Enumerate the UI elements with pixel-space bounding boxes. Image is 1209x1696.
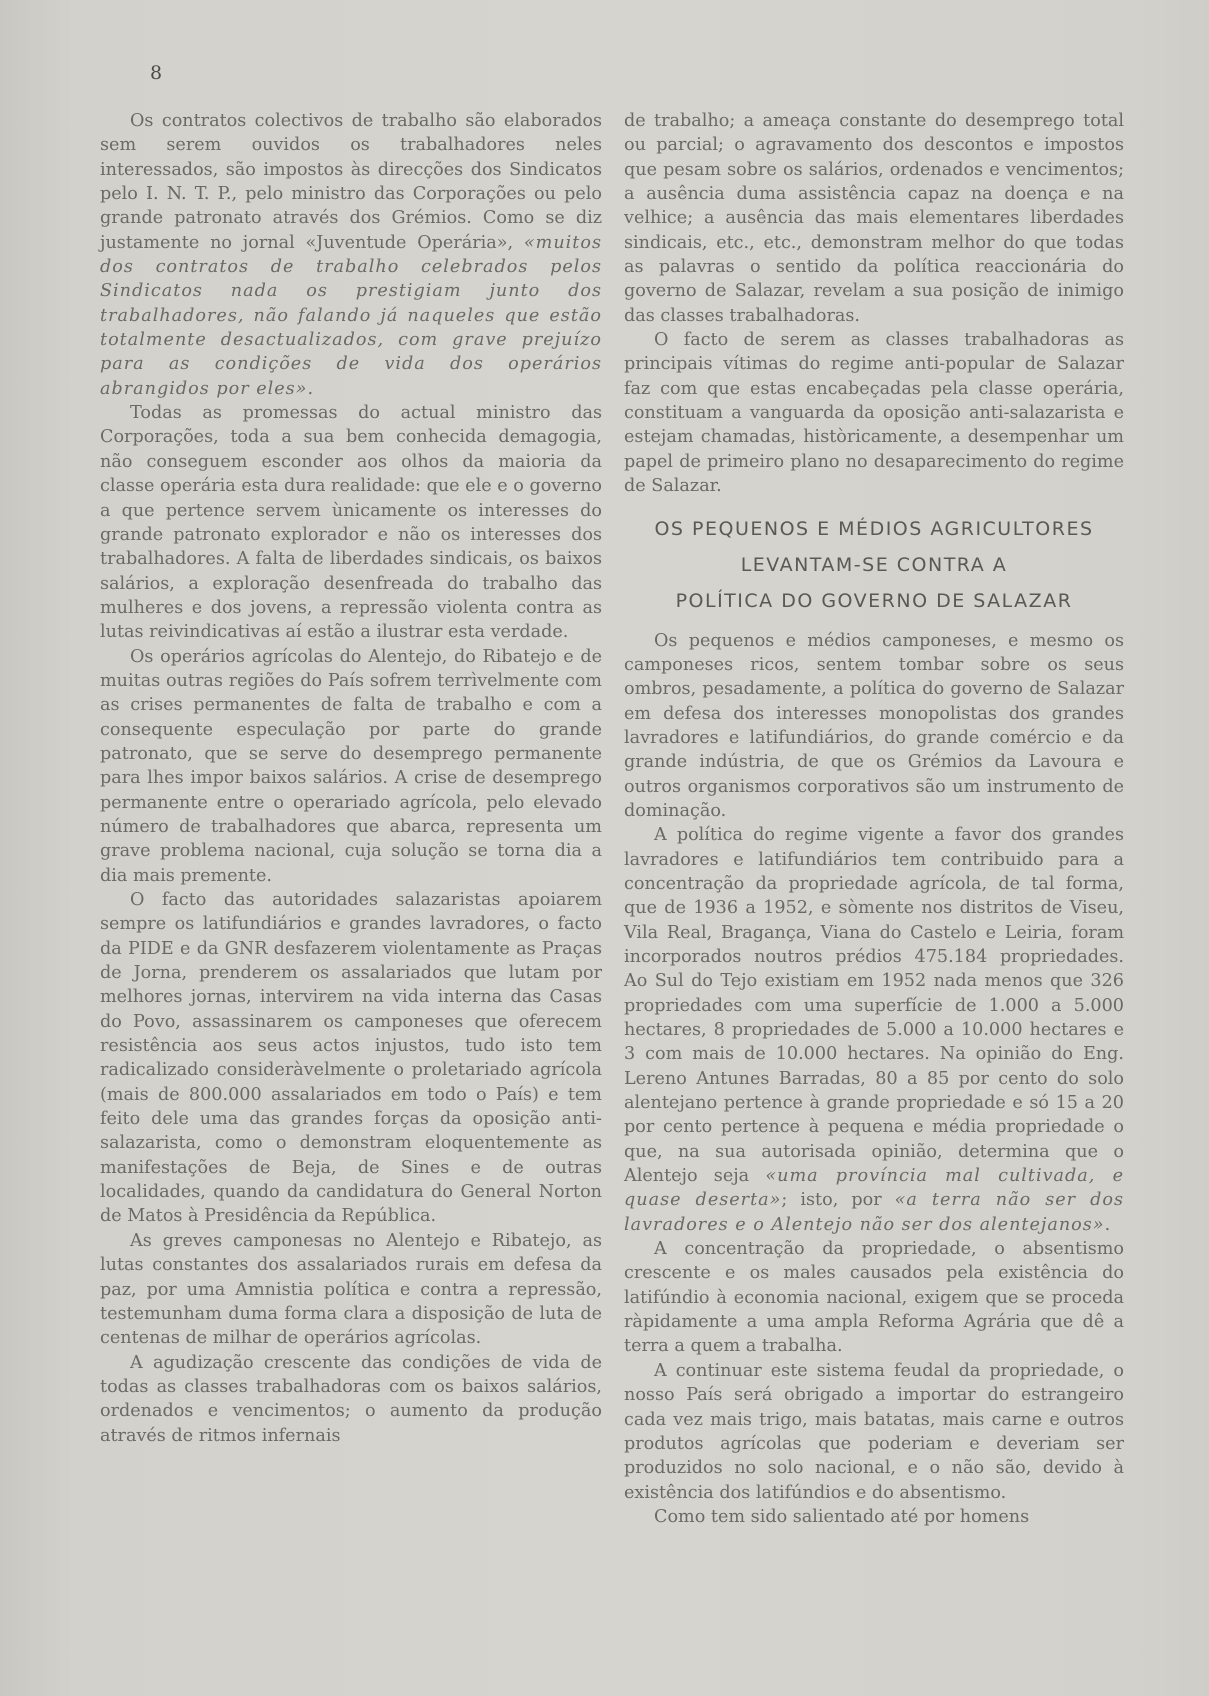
paragraph: Os operários agrícolas do Alentejo, do Ribatejo e de muitas outras regiões do País sofrem terrìvelmente com as crises permanentes de falta de trabalho e com a consequente especulação por parte do grande patronato, que se serve do desemprego permanente para lhes impor baixos salários. A crise de desemprego permanente entre o operariado agrícola, pelo elevado número de trabalhadores que abarca, representa um grave problema nacional, cuja solução se torna dia a dia mais premente. [100,646,602,886]
left-column [100,109,602,1448]
paragraph-text: A política do regime vigente a favor dos grandes lavradores e latifundiários tem contribuido para a concentração da propriedade agrícola, de tal forma, que de 1936 a 1952, e sòmente nos distritos de Viseu, Vila Real, Bragança, Viana do Castelo e Leiria, foram incorporados noutros prédios 475.184 propriedades. Ao Sul do Tejo existiam em 1952 nada menos que 326 propriedades com uma superfície de 1.000 a 5.000 hectares, 8 propriedades de 5.000 a 10.000 hectares e 3 com mais de 10.000 hectares. Na opinião do Eng. Lereno Antunes Barradas, 80 a 85 por cento do solo alentejano pertence à grande propriedade e só 15 a 20 por cento pertence à pequena e média propriedade o que, na sua autorisada opinião, determina que o Alentejo seja [624,825,1124,1187]
paragraph: O facto das autoridades salazaristas apoiarem sempre os latifundiários e grandes lavradores, o facto da PIDE e da GNR desfazerem violentamente as Praças de Jorna, prenderem os assalariados que lutam por melhores jornas, intervirem na vida interna das Casas do Povo, assassinarem os camponeses que oferecem resistência aos seus actos injustos, tudo isto tem radicalizado consideràvelmente o proletariado agrícola (mais de 800.000 assalariados em todo o País) e tem feito dele uma das grandes forças da oposição anti-salazarista, como o demonstram eloquentemente as manifestações de Beja, de Sines e de outras localidades, quando da candidatura do General Norton de Matos à Presidência da República. [100,890,602,1227]
paragraph: As greves camponesas no Alentejo e Ribatejo, as lutas constantes dos assalariados rurais em defesa da paz, por uma Amnistia política e contra a repressão, testemunham duma forma clara a disposição de luta de centenas de milhar de operários agrícolas. [100,1230,602,1349]
paragraph [624,823,1124,1237]
quoted-text: «uma província mal cultivada, e quase deserta» [624,1166,1124,1211]
right-column [624,109,1124,1529]
quoted-text: «muitos dos contratos de trabalho celebrados pelos Sindicatos nada os prestigiam junto dos trabalhadores, não falando já naqueles que estão totalmente desactualizados, com grave prejuízo para as condições de vida dos operários abrangidos por eles». [100,232,602,399]
paragraph: O facto de serem as classes trabalhadoras as principais vítimas do regime anti-popular de Salazar faz com que estas encabeçadas pela classe operária, constituam a vanguarda da oposição anti-salazarista e estejam chamadas, històricamente, a desempenhar um papel de primeiro plano no desaparecimento do regime de Salazar. [624,330,1124,497]
paragraph: A continuar este sistema feudal da propriedade, o nosso País será obrigado a importar do estrangeiro cada vez mais trigo, mais batatas, mais carne e outros produtos agrícolas que poderiam e deveriam ser produzidos no solo nacional, e o não são, devido à existência dos latifúndios e do absentismo. [624,1360,1124,1503]
section-heading [624,511,1124,619]
heading-line: LEVANTAM-SE CONTRA A [740,553,1008,576]
quoted-text: «a terra não ser dos lavradores e o Alentejo não ser dos alentejanos» [624,1190,1124,1235]
paragraph: Todas as promessas do actual ministro das Corporações, toda a sua bem conhecida demagogia, não conseguem esconder aos olhos da maioria da classe operária esta dura realidade: que ele e o governo a que pertence servem ùnicamente os interesses do grande patronato explorador e não os interesses dos trabalhadores. A falta de liberdades sindicais, os baixos salários, a exploração desenfreada do trabalho das mulheres e dos jovens, a repressão violenta contra as lutas reivindicativas aí estão a ilustrar esta verdade. [100,403,602,643]
paragraph-text: ; isto, por [781,1190,895,1211]
paragraph: A agudização crescente das condições de vida de todas as classes trabalhadoras com os baixos salários, ordenados e vencimentos; o aumento da produção através de ritmos infernais [100,1352,602,1446]
paragraph: Como tem sido salientado até por homens [654,1506,1030,1527]
paragraph [100,109,602,401]
page-number: 8 [150,62,163,84]
paragraph-text: Os contratos colectivos de trabalho são elaborados sem serem ouvidos os trabalhadores neles interessados, são impostos às direcções dos Sindicatos pelo I. N. T. P., pelo ministro das Corporações ou pelo grande patronato através dos Grémios. Como se diz justamente no jornal «Juventude Operária», [100,111,602,253]
heading-line: POLÍTICA DO GOVERNO DE SALAZAR [675,589,1073,612]
paragraph: A concentração da propriedade, o absentismo crescente e os males causados pela existência do latifúndio à economia nacional, exigem que se proceda ràpidamente a uma ampla Reforma Agrária que dê a terra a quem a trabalha. [624,1239,1124,1357]
paragraph: Os pequenos e médios camponeses, e mesmo os camponeses ricos, sentem tombar sobre os seus ombros, pesadamente, a política do governo de Salazar em defesa dos interesses monopolistas dos grandes lavradores e latifundiários, do grande comércio e da grande indústria, de que os Grémios da Lavoura e outros organismos corporativos são um instrumento de dominação. [624,630,1124,821]
paragraph-text: . [1104,1214,1111,1235]
paragraph: de trabalho; a ameaça constante do desemprego total ou parcial; o agravamento dos descontos e impostos que pesam sobre os salários, ordenados e vencimentos; a ausência duma assistência capaz na doença e na velhice; a ausência das mais elementares liberdades sindicais, etc., etc., demonstram melhor do que todas as palavras o sentido da política reaccionária do governo de Salazar, revelam a sua posição de inimigo das classes trabalhadoras. [624,111,1124,326]
heading-line: OS PEQUENOS E MÉDIOS AGRICULTORES [654,517,1094,540]
